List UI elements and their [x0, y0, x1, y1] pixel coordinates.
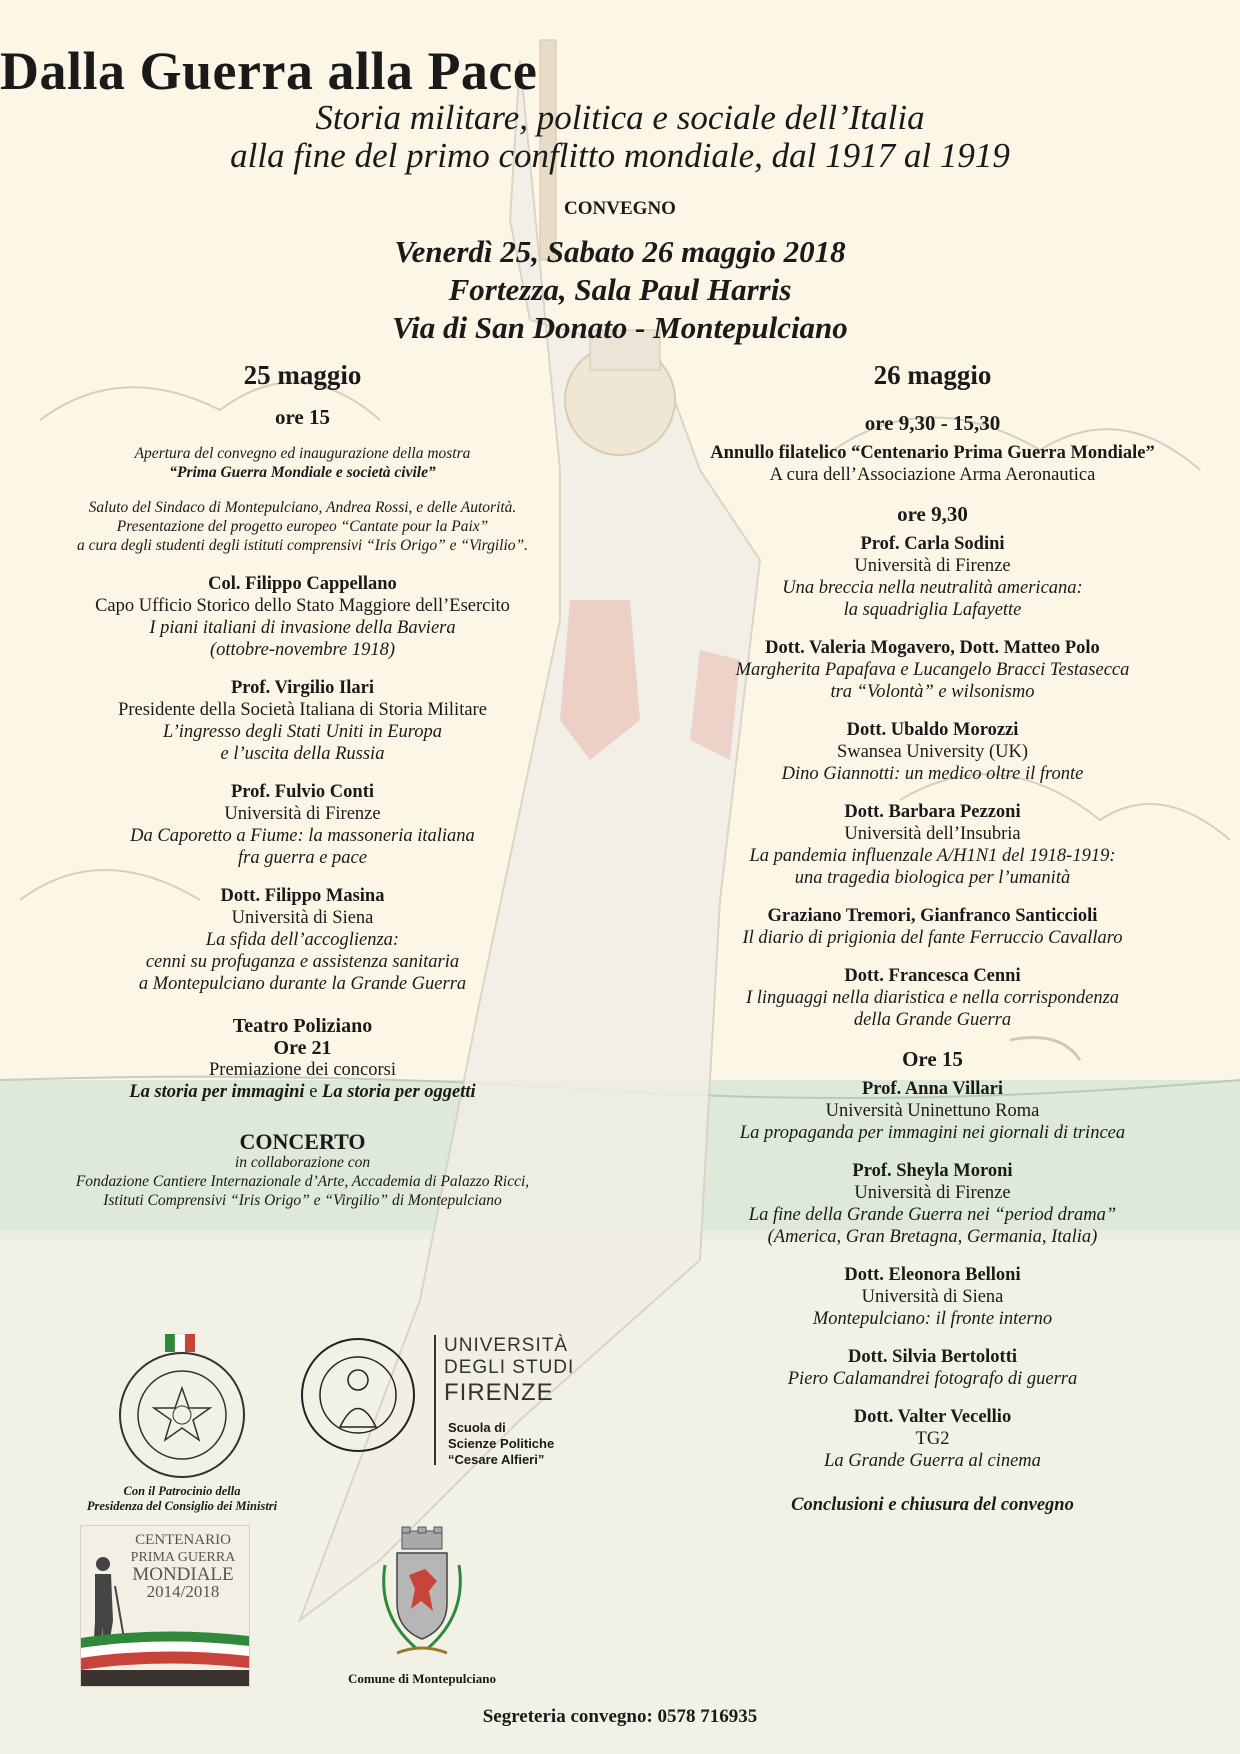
centenario-logo — [80, 1525, 250, 1687]
talk — [655, 1264, 1210, 1330]
talk-title: La fine della Grande Guerra nei “period drama” — [748, 1205, 1117, 1225]
speaker-name: Dott. Filippo Masina — [220, 886, 385, 906]
presidency-seal-icon — [107, 1330, 257, 1480]
award-text: Premiazione dei concorsi — [209, 1060, 396, 1080]
speaker-affiliation: TG2 — [915, 1429, 950, 1449]
talk-title: I linguaggi nella diaristica e nella corrispondenza — [745, 988, 1120, 1008]
talk — [655, 1078, 1210, 1144]
concert-line: in collaborazione con — [234, 1154, 371, 1171]
talk — [655, 1346, 1210, 1390]
university-seal-icon — [298, 1335, 418, 1455]
speaker-affiliation: Università di Siena — [231, 908, 374, 928]
talk-title: (America, Gran Bretagna, Germania, Italia) — [767, 1227, 1098, 1247]
event-type: CONVEGNO — [564, 198, 676, 219]
centenario-line: PRIMA GUERRA — [130, 1550, 236, 1565]
speaker-affiliation: Università di Firenze — [854, 1183, 1011, 1203]
talk-title: Piero Calamandrei fotografo di guerra — [787, 1369, 1078, 1389]
talk-title: e l’uscita della Russia — [220, 744, 385, 764]
speaker-name: Dott. Barbara Pezzoni — [844, 802, 1021, 822]
closing-remarks: Conclusioni e chiusura del convegno — [791, 1495, 1074, 1515]
talk-title: La sfida dell’accoglienza: — [205, 930, 400, 950]
speaker-affiliation: Presidente della Società Italiana di Storia Militare — [118, 700, 487, 720]
speaker-name: Dott. Silvia Bertolotti — [847, 1347, 1018, 1367]
speaker-affiliation: Università di Siena — [861, 1287, 1004, 1307]
theatre-name: Teatro Poliziano — [232, 1015, 373, 1037]
talk — [655, 965, 1210, 1031]
concert-line: Fondazione Cantiere Internazionale d’Arte, Accademia di Palazzo Ricci, — [75, 1173, 530, 1190]
university-name-line: FIRENZE — [444, 1379, 554, 1406]
talk-title: una tragedia biologica per l’umanità — [794, 868, 1071, 888]
talk-title: I piani italiani di invasione della Baviera — [149, 618, 456, 638]
presidency-caption-1: Con il Patrocinio della — [123, 1484, 241, 1498]
school-line: “Cesare Alfieri” — [448, 1452, 545, 1467]
talk-title: la squadriglia Lafayette — [843, 600, 1022, 620]
stamp-title: Annullo filatelico “Centenario Prima Guerra Mondiale” — [710, 443, 1155, 463]
day1-greeting — [30, 498, 575, 555]
day2-time3: Ore 15 — [902, 1047, 963, 1071]
talk-title: cenni su profuganza e assistenza sanitaria — [145, 952, 460, 972]
talk-title: a Montepulciano durante la Grande Guerra — [138, 974, 467, 994]
talk-title: Margherita Papafava e Lucangelo Bracci Testasecca — [735, 660, 1130, 680]
award-contest-b: La storia per oggetti — [322, 1082, 476, 1102]
university-name-line: UNIVERSITÀ — [444, 1335, 569, 1356]
concert — [30, 1131, 575, 1210]
talk — [30, 573, 575, 661]
page-title: Dalla Guerra alla Pace — [0, 41, 538, 101]
talk — [655, 533, 1210, 621]
talk-title: Montepulciano: il fronte interno — [812, 1309, 1053, 1329]
greeting-line: Presentazione del progetto europeo “Cantate pour la Paix” — [116, 518, 489, 535]
speaker-affiliation: Capo Ufficio Storico dello Stato Maggiore dell’Esercito — [95, 596, 510, 616]
talk — [655, 905, 1210, 949]
presidency-logo — [82, 1330, 282, 1514]
speaker-name: Prof. Virgilio Ilari — [230, 678, 374, 698]
speaker-affiliation: Università Uninettuno Roma — [825, 1101, 1040, 1121]
speaker-name: Prof. Carla Sodini — [860, 534, 1005, 554]
talk — [655, 637, 1210, 703]
event-dates: Venerdì 25, Sabato 26 maggio 2018 — [394, 234, 846, 269]
day2-time2: ore 9,30 — [897, 502, 968, 526]
talk — [655, 719, 1210, 785]
award-contest-a: La storia per immagini — [129, 1082, 305, 1102]
speaker-affiliation: Università di Firenze — [224, 804, 381, 824]
secretariat-phone: Segreteria convegno: 0578 716935 — [482, 1706, 758, 1727]
speaker-name: Prof. Fulvio Conti — [230, 782, 375, 802]
speaker-name: Prof. Anna Villari — [862, 1079, 1003, 1099]
talk-title: Dino Giannotti: un medico oltre il fronte — [781, 764, 1084, 784]
talk-title: Una breccia nella neutralità americana: — [782, 578, 1083, 598]
greeting-line: Saluto del Sindaco di Montepulciano, Andrea Rossi, e delle Autorità. — [88, 499, 517, 516]
talk — [30, 885, 575, 995]
stamp-organizer: A cura dell’Associazione Arma Aeronautica — [769, 465, 1096, 485]
day1-column — [30, 360, 575, 1226]
talk-title: Da Caporetto a Fiume: la massoneria italiana — [130, 826, 475, 846]
speaker-affiliation: Università di Firenze — [854, 556, 1011, 576]
speaker-name: Dott. Francesca Cenni — [844, 966, 1021, 986]
day2-time1: ore 9,30 - 15,30 — [864, 411, 1001, 435]
talk-title: L’ingresso degli Stati Uniti in Europa — [162, 722, 443, 742]
talk — [655, 801, 1210, 889]
speaker-name: Col. Filippo Cappellano — [208, 574, 397, 594]
award-conjunction: e — [304, 1082, 323, 1102]
speaker-affiliation: Università dell’Insubria — [844, 824, 1021, 844]
university-name-line: DEGLI STUDI — [444, 1357, 575, 1378]
theatre-time: Ore 21 — [273, 1037, 332, 1059]
comune-caption: Comune di Montepulciano — [347, 1671, 497, 1686]
talk-title: Il diario di prigionia del fante Ferruccio Cavallaro — [742, 928, 1123, 948]
centenario-line: CENTENARIO — [135, 1532, 231, 1548]
presidency-caption-2: Presidenza del Consiglio dei Ministri — [86, 1499, 278, 1513]
subtitle-line-2: alla fine del primo conflitto mondiale, dal 1917 al 1919 — [230, 136, 1010, 175]
day1-heading: 25 maggio — [243, 360, 362, 390]
concert-heading: CONCERTO — [239, 1129, 366, 1154]
talk-title: La pandemia influenzale A/H1N1 del 1918-1919: — [749, 846, 1116, 866]
university-school — [448, 1420, 554, 1468]
theatre-event — [30, 1015, 575, 1103]
event-venue: Fortezza, Sala Paul Harris — [448, 272, 792, 307]
talk-title: fra guerra e pace — [238, 848, 367, 868]
event-address: Via di San Donato - Montepulciano — [392, 310, 848, 345]
greeting-line: a cura degli studenti degli istituti comprensivi “Iris Origo” e “Virgilio”. — [76, 537, 529, 554]
centenario-line: 2014/2018 — [146, 1582, 220, 1601]
coat-of-arms-icon — [367, 1525, 477, 1665]
speaker-name: Prof. Sheyla Moroni — [852, 1161, 1013, 1181]
talk — [30, 677, 575, 765]
subtitle-line-1: Storia militare, politica e sociale dell’Italia — [315, 98, 925, 137]
speaker-name: Dott. Valter Vecellio — [853, 1407, 1012, 1427]
talk — [655, 1160, 1210, 1248]
talk — [30, 781, 575, 869]
day1-time: ore 15 — [274, 405, 330, 429]
school-line: Scienze Politiche — [448, 1436, 555, 1451]
day2-heading: 26 maggio — [873, 360, 992, 390]
day1-opening — [30, 444, 575, 482]
day2-column — [655, 360, 1210, 1532]
speaker-affiliation: Swansea University (UK) — [836, 742, 1029, 762]
concert-line: Istituti Comprensivi “Iris Origo” e “Virgilio” di Montepulciano — [103, 1192, 502, 1209]
centenario-line: MONDIALE — [132, 1564, 234, 1585]
philatelic-event — [655, 442, 1210, 486]
opening-text: Apertura del convegno ed inaugurazione della mostra — [134, 445, 471, 462]
talk-title: tra “Volontà” e wilsonismo — [830, 682, 1035, 702]
university-name — [444, 1335, 574, 1407]
soldier-flag-icon — [81, 1526, 249, 1686]
comune-logo — [322, 1525, 522, 1686]
exhibition-title: “Prima Guerra Mondiale e società civile” — [169, 464, 436, 481]
talk-title: della Grande Guerra — [853, 1010, 1012, 1030]
talk — [655, 1406, 1210, 1472]
talk-title: La propaganda per immagini nei giornali di trincea — [739, 1123, 1126, 1143]
university-florence-logo — [298, 1335, 588, 1470]
school-line: Scuola di — [448, 1420, 506, 1435]
talk-title: (ottobre-novembre 1918) — [209, 640, 396, 660]
university-divider — [434, 1335, 436, 1465]
speaker-name: Dott. Ubaldo Morozzi — [846, 720, 1019, 740]
speaker-name: Dott. Valeria Mogavero, Dott. Matteo Polo — [765, 638, 1100, 658]
speaker-name: Dott. Eleonora Belloni — [844, 1265, 1021, 1285]
speaker-name: Graziano Tremori, Gianfranco Santicciolі — [767, 906, 1098, 926]
talk-title: La Grande Guerra al cinema — [824, 1451, 1041, 1471]
